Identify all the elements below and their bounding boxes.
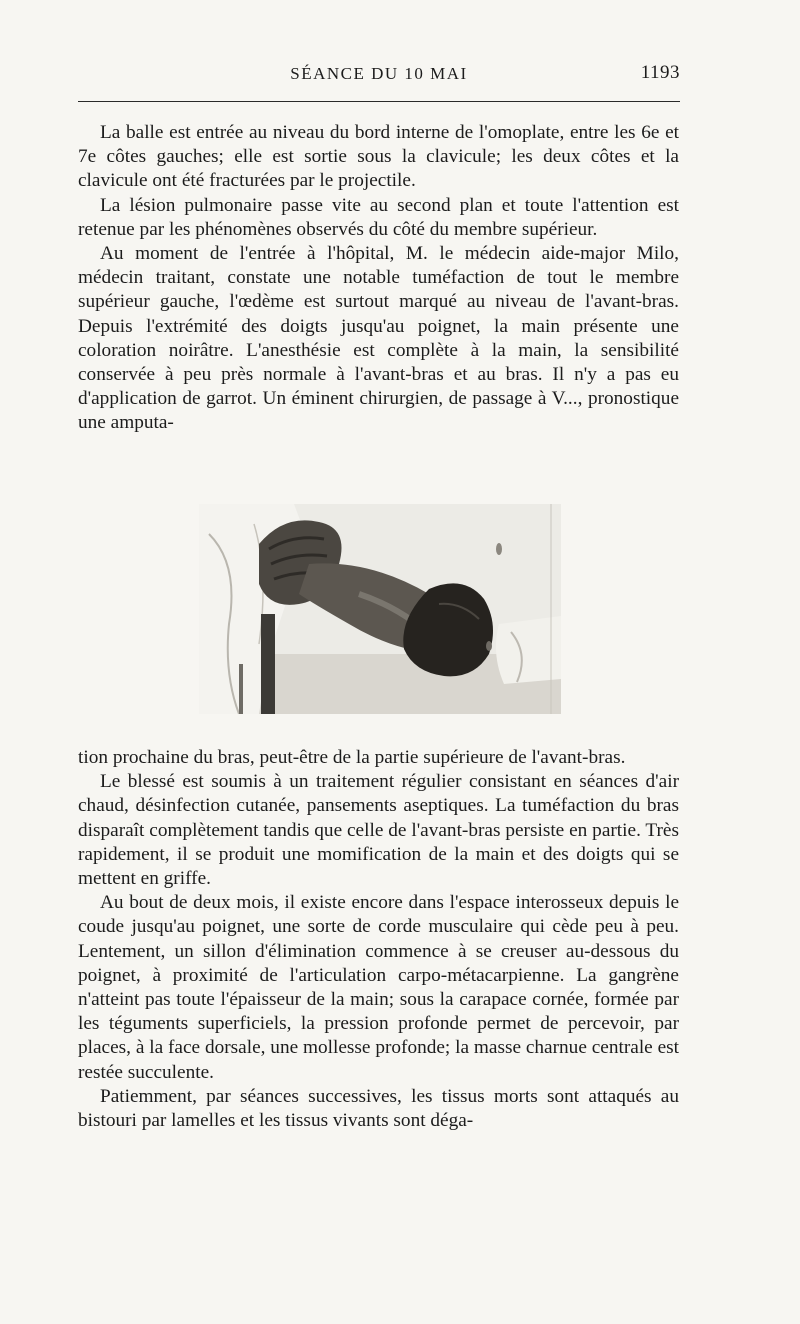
page-number: 1193 xyxy=(640,62,680,83)
photograph-figure xyxy=(199,504,561,714)
text-block-top xyxy=(78,121,679,436)
paragraph: Le blessé est soumis à un traitement régulier consistant en séances d'air chaud, désinfection cutanée, pansements aseptiques. La tuméfaction du bras disparaît complètement tandis que celle de l'avant-bras persiste en partie. Très rapidement, il se produit une momification de la main et des doigts qui se mettent en griffe. xyxy=(78,771,679,890)
paragraph: Patiemment, par séances successives, les tissus morts sont attaqués au bistouri par lamelles et les tissus vivants sont déga- xyxy=(78,1085,679,1132)
paragraph: Au moment de l'entrée à l'hôpital, M. le médecin aide-major Milo, médecin traitant, constate une notable tuméfaction de tout le membre supérieur gauche, l'œdème est surtout marqué au niveau de l'avant-bras. Depuis l'extrémité des doigts jusqu'au poignet, la main présente une coloration noirâtre. L'anesthésie est complète à la main, la sensibilité conservée à peu près normale à l'avant-bras et au bras. Il n'y a pas eu d'application de garrot. Un éminent chirurgien, de passage à V..., pronostique une amputa- xyxy=(78,243,679,434)
header-title: SÉANCE DU 10 MAI xyxy=(290,64,468,83)
paragraph: Au bout de deux mois, il existe encore dans l'espace interosseux depuis le coude jusqu'au poignet, une sorte de corde musculaire qui cède peu à peu. Lentement, un sillon d'élimination commence à se creuser au-dessous du poignet, à proximité de l'articulation carpo-métacarpienne. La gangrène n'atteint pas toute l'épaisseur de la main; sous la carapace cornée, formée par les téguments superficiels, la pression profonde permet de percevoir, par places, à la face dorsale, une mollesse profonde; la masse charnue centrale est restée succulente. xyxy=(78,892,679,1083)
paragraph: La lésion pulmonaire passe vite au second plan et toute l'attention est retenue par les phénomènes observés du côté du membre supérieur. xyxy=(78,194,679,240)
paragraph: La balle est entrée au niveau du bord interne de l'omoplate, entre les 6e et 7e côtes gauches; elle est sortie sous la clavicule; les deux côtes et la clavicule ont été fracturées par le projectile. xyxy=(78,122,679,192)
photograph-illustration xyxy=(199,504,561,714)
text-block-bottom xyxy=(78,746,679,1133)
running-header xyxy=(78,62,680,92)
header-rule xyxy=(78,101,680,102)
paragraph-continuation: tion prochaine du bras, peut-être de la partie supérieure de l'avant-bras. xyxy=(78,747,626,768)
